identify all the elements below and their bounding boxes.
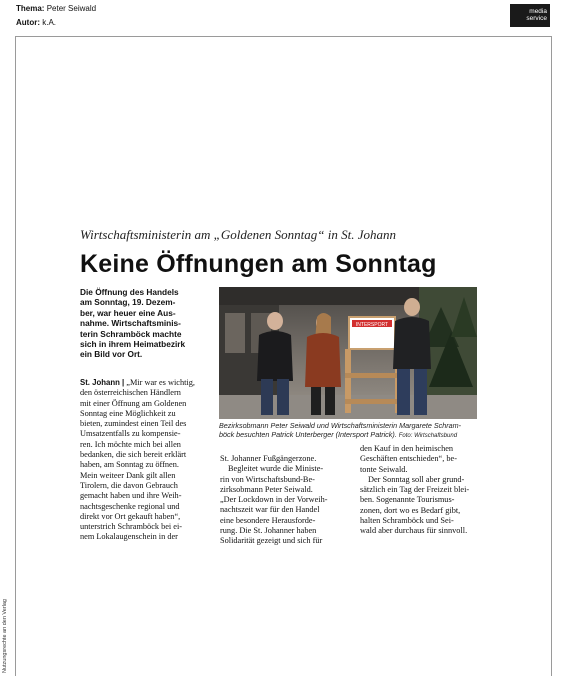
autor-line [16, 18, 56, 28]
body-column-2 [220, 454, 353, 547]
article-headline: Keine Öffnungen am Sonntag [80, 250, 437, 278]
thema-value: Peter Seiwald [46, 4, 97, 13]
body-column-3 [360, 444, 493, 537]
body-line: bedanken, die sich bereit erklärt [80, 450, 187, 460]
body-line: den Kauf in den heimischen [360, 444, 454, 453]
body-line: nachtsgeschenke regional und [80, 501, 180, 511]
body-line: tonte Seiwald. [360, 464, 408, 474]
lead-line: sich in ihrem Heimatbezirk [80, 339, 186, 350]
body-line: Solidarität gezeigt und sich für [220, 536, 323, 546]
lead-line: nahme. Wirtschaftsminis- [80, 318, 181, 329]
rights-note-container [2, 595, 12, 675]
rights-note: Nutzungsrechte an den Verlag [2, 599, 8, 673]
autor-value: k.A. [42, 18, 57, 27]
body-line: mit einer Öffnung am Goldenen [80, 398, 187, 408]
article-kicker: Wirtschaftsministerin am „Goldenen Sonntag“ in St. Johann [80, 227, 396, 242]
body-line: unterstrich Schramböck bei ei- [80, 522, 183, 532]
body-line: Sonntag eine Möglichkeit zu [80, 408, 176, 418]
badge-line-2: service [526, 15, 547, 22]
photo-caption [219, 421, 481, 442]
lead-line: ber, war heuer eine Aus- [80, 307, 176, 318]
body-line: Umsatzentfalls zu kompensie- [80, 429, 181, 439]
lead-line: Die Öffnung des Handels [80, 287, 179, 297]
body-line: zirksobmann Peter Seiwald. [220, 484, 313, 494]
body-line: wald aber durchaus für sinnvoll. [360, 526, 468, 536]
dateline: St. Johann | [80, 378, 125, 387]
lead-line: ein Bild vor Ort. [80, 349, 143, 360]
photo-credit: Foto: Wirtschaftsbund [398, 433, 458, 440]
body-line: haben, am Sonntag zu öffnen. [80, 460, 179, 470]
article-lead [80, 287, 212, 360]
caption-line-1: Bezirksobmann Peter Seiwald und Wirtschaftsministerin Margarete Schram- [219, 421, 462, 430]
body-line: gemacht haben und ihre Weih- [80, 491, 182, 501]
body-line: eine besondere Herausforde- [220, 515, 316, 525]
body-line: Begleitet wurde die Ministe- [228, 464, 324, 474]
body-line: „Der Lockdown in der Vorweih- [220, 495, 328, 505]
body-line: St. Johann | „Mir war es wichtig, [80, 378, 195, 387]
lead-line: am Sonntag, 19. Dezem- [80, 297, 176, 308]
body-line: ben. Sogenannte Tourismus- [360, 495, 455, 505]
body-line: Tirolern, die davon Gebrauch [80, 480, 178, 490]
body-line: nem Lokalaugenschein in der [80, 532, 178, 542]
body-line: den österreichischen Händlern [80, 388, 181, 398]
body-line: direkt vor Ort gekauft haben“, [80, 511, 181, 521]
thema-line [16, 4, 96, 14]
article-photo [219, 287, 477, 419]
media-service-logo [510, 4, 550, 27]
body-line: halten Schramböck und Sei- [360, 516, 454, 526]
body-line: ren. Ich möchte mich bei allen [80, 439, 181, 449]
body-line: Der Sonntag soll aber grund- [368, 474, 465, 484]
body-column-1 [80, 378, 213, 543]
body-line: rin von Wirtschaftsbund-Be- [220, 474, 315, 484]
body-line: sätzlich ein Tag der Freizeit blei- [360, 485, 470, 495]
body-line: Geschäften entschieden“, be- [360, 454, 457, 464]
photo-illustration [219, 287, 477, 419]
body-line: nachtszeit war für den Handel [220, 505, 320, 515]
body-line: zonen, dort wo es Bedarf gibt, [360, 505, 461, 515]
body-line: Mein weiteer Dank gilt allen [80, 470, 176, 480]
body-line: St. Johanner Fußgängerzone. [220, 454, 317, 463]
caption-line-2: böck besuchten Patrick Unterberger (Intersport Patrick). Foto: Wirtschaftsbund [219, 430, 458, 440]
body-line: bieten, zumindest einen Teil des [80, 419, 187, 429]
lead-line: terin Schramböck machte [80, 328, 182, 339]
thema-label: Thema: [16, 4, 45, 13]
shop-sign-text: INTERSPORT [355, 322, 389, 328]
body-line: rung. Die St. Johanner haben [220, 526, 317, 536]
badge-line-1: media [529, 8, 547, 15]
autor-label: Autor: [16, 18, 40, 27]
